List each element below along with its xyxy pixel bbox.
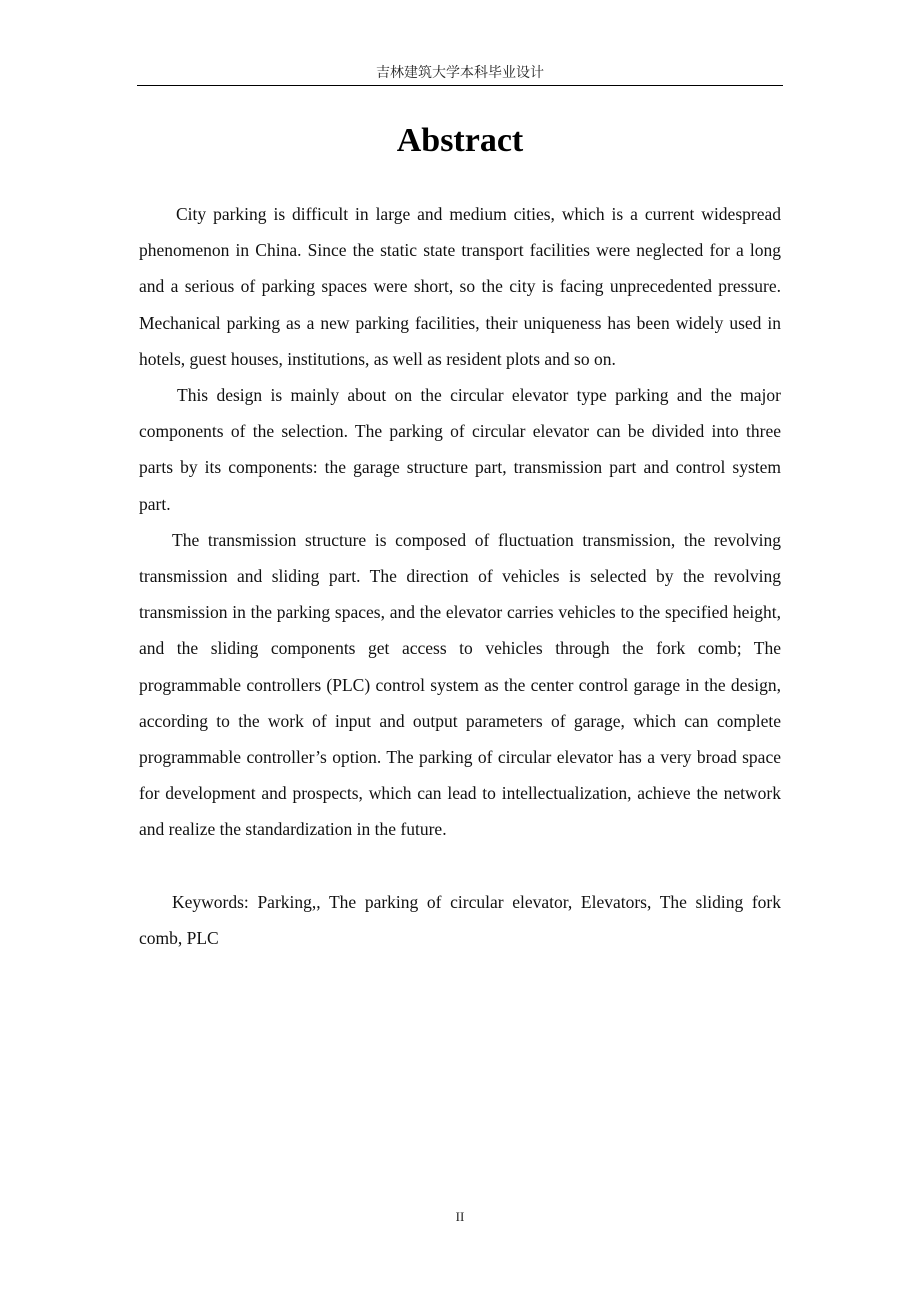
- header-divider: [137, 85, 783, 86]
- abstract-paragraph-1: City parking is difficult in large and medium cities, which is a current widespread phenomenon in China. Since the static state transport facilities were neglected for a long and a serious of parking spaces were short, so the city is facing unprecedented pressure. Mechanical parking as a new parking facilities, their uniqueness has been widely used in hotels, guest houses, institutions, as well as resident plots and so on.: [139, 204, 781, 369]
- keywords: Keywords: Parking,, The parking of circular elevator, Elevators, The sliding fork comb, PLC: [139, 891, 781, 948]
- page-number: II: [455, 1209, 465, 1224]
- abstract-body: [139, 196, 781, 956]
- running-header: 吉林建筑大学本科毕业设计: [376, 66, 544, 81]
- page-title: Abstract: [396, 122, 524, 159]
- abstract-paragraph-3: The transmission structure is composed of fluctuation transmission, the revolving transmission and sliding part. The direction of vehicles is selected by the revolving transmission in the parking spaces, and the elevator carries vehicles to the specified height, and the sliding components get access to vehicles through the fork comb; The programmable controllers (PLC) control system as the center control garage in the design, according to the work of input and output parameters of garage, which can complete programmable controller’s option. The parking of circular elevator has a very broad space for development and prospects, which can lead to intellectualization, achieve the network and realize the standardization in the future.: [139, 529, 781, 840]
- abstract-paragraph-2: This design is mainly about on the circular elevator type parking and the major components of the selection. The parking of circular elevator can be divided into three parts by its components: the garage structure part, transmission part and control system part.: [139, 385, 781, 514]
